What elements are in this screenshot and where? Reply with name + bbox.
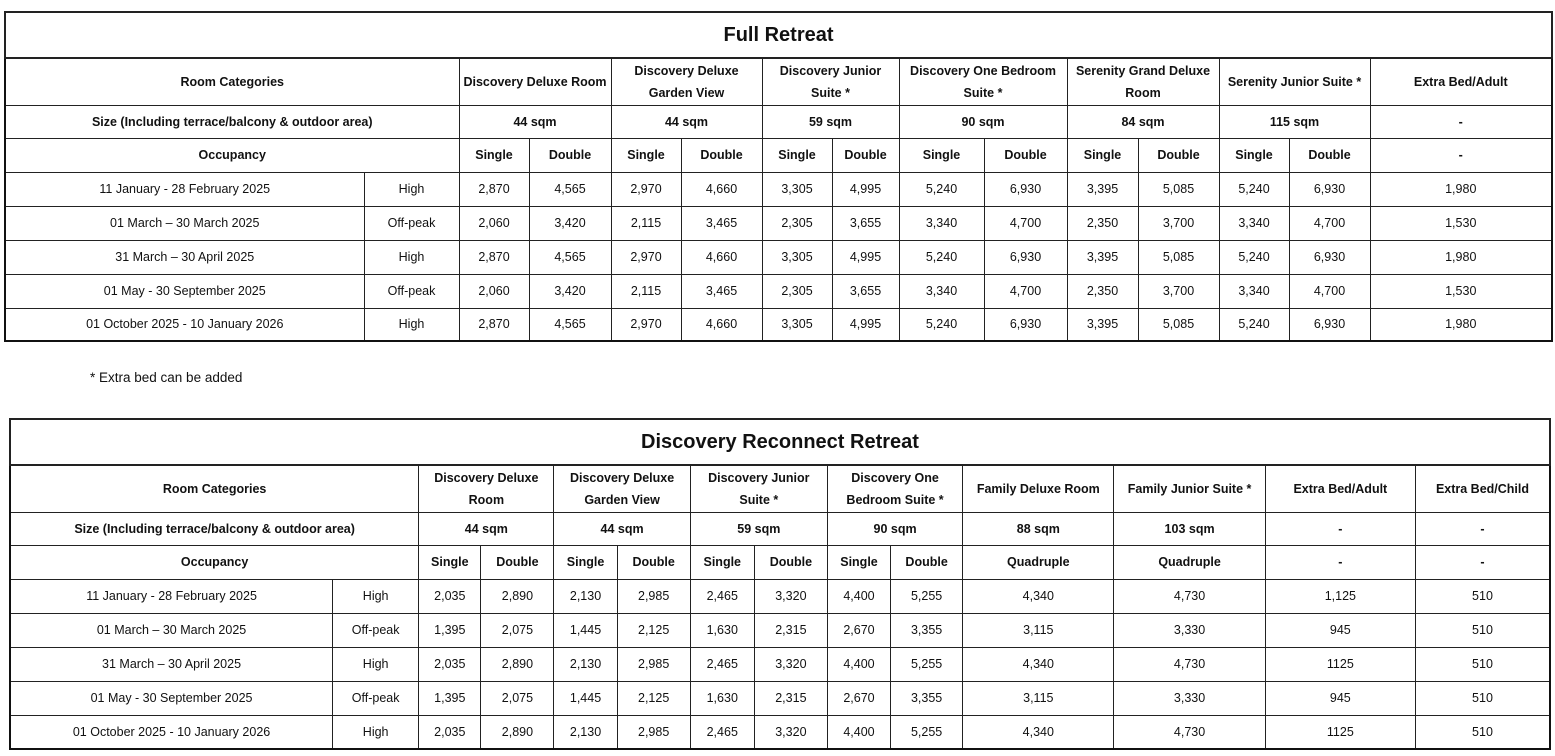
rate-cell: 3,465 (681, 274, 762, 308)
rate-cell: 4,995 (832, 308, 899, 341)
room-size: 59 sqm (690, 512, 827, 545)
period-cell: 31 March – 30 April 2025 (10, 647, 333, 681)
rate-cell: 5,240 (899, 240, 984, 274)
rate-cell: 2,350 (1067, 274, 1138, 308)
occupancy-single-header: Single (899, 138, 984, 172)
rate-cell: 2,305 (762, 274, 832, 308)
season-cell: Off-peak (333, 681, 419, 715)
season-cell: High (333, 579, 419, 613)
season-cell: Off-peak (333, 613, 419, 647)
rate-cell: 2,035 (419, 647, 481, 681)
rate-cell: 1,395 (419, 613, 481, 647)
rate-cell: 3,320 (754, 647, 827, 681)
rate-cell: 3,305 (762, 240, 832, 274)
rate-cell: 6,930 (984, 240, 1067, 274)
room-category-header: Discovery Deluxe Garden View (554, 465, 690, 512)
rate-cell: 3,655 (832, 274, 899, 308)
rate-cell: 2,870 (459, 172, 529, 206)
occupancy-single-header: Single (1219, 138, 1289, 172)
room-category-header: Discovery Junior Suite * (690, 465, 827, 512)
extra-bed-rate-cell: 1125 (1265, 715, 1415, 749)
rate-cell: 2,125 (617, 613, 690, 647)
rate-cell: 6,930 (1289, 308, 1370, 341)
extra-bed-rate-cell: 945 (1265, 613, 1415, 647)
rate-cell: 2,130 (554, 579, 617, 613)
room-size: 59 sqm (762, 105, 899, 138)
occupancy-single-header: Single (611, 138, 681, 172)
rate-cell: 5,240 (1219, 308, 1289, 341)
rate-cell: 2,315 (754, 681, 827, 715)
table-row (10, 681, 1550, 715)
table-row (10, 647, 1550, 681)
rate-cell: 2,465 (690, 579, 754, 613)
period-cell: 11 January - 28 February 2025 (10, 579, 333, 613)
occupancy-single-header: Single (459, 138, 529, 172)
rate-cell: 4,700 (984, 274, 1067, 308)
rate-cell: 3,305 (762, 308, 832, 341)
rate-cell: 1,630 (690, 613, 754, 647)
rate-cell: 2,970 (611, 172, 681, 206)
rate-cell: 3,340 (899, 274, 984, 308)
extra-bed-size: - (1370, 105, 1552, 138)
extra-bed-size: - (1265, 512, 1415, 545)
rate-cell: 5,085 (1138, 172, 1219, 206)
rate-cell: 2,115 (611, 206, 681, 240)
rate-cell: 3,320 (754, 579, 827, 613)
rate-cell: 2,035 (419, 715, 481, 749)
room-size: 44 sqm (419, 512, 554, 545)
occupancy-single-header: Single (554, 545, 617, 579)
period-cell: 31 March – 30 April 2025 (5, 240, 364, 274)
rate-cell: 2,985 (617, 579, 690, 613)
table-row (5, 172, 1552, 206)
rate-cell: 1,445 (554, 681, 617, 715)
rate-cell: 6,930 (984, 172, 1067, 206)
extra-bed-rate-cell: 1,530 (1370, 274, 1552, 308)
occupancy-single-header: Single (827, 545, 890, 579)
rate-cell: 2,075 (481, 681, 554, 715)
rate-cell: 4,565 (529, 172, 611, 206)
rate-cell: 5,240 (1219, 172, 1289, 206)
room-categories-label: Room Categories (5, 58, 459, 105)
table-title: Discovery Reconnect Retreat (10, 419, 1550, 465)
extra-bed-header: Extra Bed/Child (1415, 465, 1550, 512)
rate-cell: 2,130 (554, 715, 617, 749)
room-category-header: Discovery Deluxe Garden View (611, 58, 762, 105)
rate-cell: 4,995 (832, 240, 899, 274)
season-cell: Off-peak (364, 274, 459, 308)
footnote: * Extra bed can be added (90, 370, 243, 385)
family-room-header: Family Deluxe Room (963, 465, 1114, 512)
room-category-header: Discovery Deluxe Room (459, 58, 611, 105)
rate-cell: 5,255 (891, 715, 963, 749)
rate-cell: 3,340 (1219, 274, 1289, 308)
rate-cell: 6,930 (984, 308, 1067, 341)
season-cell: High (364, 240, 459, 274)
rate-cell: 2,970 (611, 308, 681, 341)
rate-cell: 2,305 (762, 206, 832, 240)
room-size: 84 sqm (1067, 105, 1219, 138)
extra-bed-rate-cell: 510 (1415, 613, 1550, 647)
season-cell: High (333, 715, 419, 749)
extra-bed-rate-cell: 510 (1415, 681, 1550, 715)
room-category-header: Discovery Junior Suite * (762, 58, 899, 105)
extra-bed-header: Extra Bed/Adult (1265, 465, 1415, 512)
extra-bed-rate-cell: 945 (1265, 681, 1415, 715)
rate-cell: 3,340 (1219, 206, 1289, 240)
extra-bed-rate-cell: 510 (1415, 579, 1550, 613)
rate-cell: 1,445 (554, 613, 617, 647)
rate-cell: 5,255 (891, 647, 963, 681)
rate-cell: 3,465 (681, 206, 762, 240)
extra-bed-occupancy: - (1265, 545, 1415, 579)
room-category-header: Discovery Deluxe Room (419, 465, 554, 512)
family-room-size: 88 sqm (963, 512, 1114, 545)
rate-cell: 3,700 (1138, 206, 1219, 240)
family-rate-cell: 3,330 (1114, 613, 1265, 647)
rate-cell: 3,355 (891, 681, 963, 715)
rate-cell: 2,870 (459, 240, 529, 274)
reconnect-retreat-table (9, 418, 1551, 750)
family-rate-cell: 4,730 (1114, 579, 1265, 613)
occupancy-single-header: Single (1067, 138, 1138, 172)
room-size: 90 sqm (827, 512, 962, 545)
room-category-header: Serenity Junior Suite * (1219, 58, 1370, 105)
occupancy-double-header: Double (1138, 138, 1219, 172)
period-cell: 01 May - 30 September 2025 (10, 681, 333, 715)
occupancy-double-header: Double (754, 545, 827, 579)
rate-cell: 3,420 (529, 274, 611, 308)
family-rate-cell: 4,730 (1114, 715, 1265, 749)
rate-cell: 3,655 (832, 206, 899, 240)
rate-cell: 5,085 (1138, 240, 1219, 274)
occupancy-double-header: Double (529, 138, 611, 172)
rate-cell: 3,395 (1067, 240, 1138, 274)
rate-cell: 2,075 (481, 613, 554, 647)
rate-cell: 3,355 (891, 613, 963, 647)
rate-cell: 4,660 (681, 240, 762, 274)
rate-cell: 4,995 (832, 172, 899, 206)
rate-cell: 2,985 (617, 647, 690, 681)
family-room-header: Family Junior Suite * (1114, 465, 1265, 512)
rate-cell: 2,670 (827, 613, 890, 647)
extra-bed-rate-cell: 1,980 (1370, 240, 1552, 274)
extra-bed-rate-cell: 1125 (1265, 647, 1415, 681)
rate-cell: 2,125 (617, 681, 690, 715)
rate-cell: 4,565 (529, 240, 611, 274)
rate-cell: 2,670 (827, 681, 890, 715)
period-cell: 01 October 2025 - 10 January 2026 (5, 308, 364, 341)
rate-cell: 6,930 (1289, 240, 1370, 274)
rate-cell: 6,930 (1289, 172, 1370, 206)
family-rate-cell: 3,330 (1114, 681, 1265, 715)
occupancy-single-header: Single (419, 545, 481, 579)
extra-bed-occupancy: - (1415, 545, 1550, 579)
period-cell: 01 March – 30 March 2025 (5, 206, 364, 240)
room-category-header: Discovery One Bedroom Suite * (827, 465, 962, 512)
occupancy-label: Occupancy (5, 138, 459, 172)
rate-cell: 5,240 (1219, 240, 1289, 274)
table-row (5, 308, 1552, 341)
period-cell: 11 January - 28 February 2025 (5, 172, 364, 206)
rate-cell: 3,395 (1067, 308, 1138, 341)
extra-bed-rate-cell: 510 (1415, 715, 1550, 749)
rate-cell: 5,240 (899, 172, 984, 206)
rate-cell: 1,630 (690, 681, 754, 715)
season-cell: High (333, 647, 419, 681)
rate-cell: 4,700 (984, 206, 1067, 240)
rate-cell: 3,320 (754, 715, 827, 749)
table-title: Full Retreat (5, 12, 1552, 58)
family-room-occupancy: Quadruple (1114, 545, 1265, 579)
season-cell: High (364, 308, 459, 341)
extra-bed-rate-cell: 1,125 (1265, 579, 1415, 613)
room-size: 90 sqm (899, 105, 1067, 138)
rate-cell: 2,890 (481, 579, 554, 613)
family-rate-cell: 4,730 (1114, 647, 1265, 681)
room-category-header: Discovery One Bedroom Suite * (899, 58, 1067, 105)
rate-cell: 4,660 (681, 308, 762, 341)
rate-cell: 2,060 (459, 274, 529, 308)
rate-cell: 4,700 (1289, 274, 1370, 308)
rate-cell: 2,890 (481, 715, 554, 749)
rate-cell: 3,395 (1067, 172, 1138, 206)
rate-cell: 2,870 (459, 308, 529, 341)
occupancy-single-header: Single (762, 138, 832, 172)
occupancy-double-header: Double (481, 545, 554, 579)
size-label: Size (Including terrace/balcony & outdoor area) (5, 105, 459, 138)
occupancy-double-header: Double (891, 545, 963, 579)
family-rate-cell: 4,340 (963, 647, 1114, 681)
rate-cell: 2,060 (459, 206, 529, 240)
season-cell: High (364, 172, 459, 206)
occupancy-single-header: Single (690, 545, 754, 579)
size-label: Size (Including terrace/balcony & outdoor area) (10, 512, 419, 545)
room-size: 44 sqm (554, 512, 690, 545)
period-cell: 01 March – 30 March 2025 (10, 613, 333, 647)
occupancy-double-header: Double (984, 138, 1067, 172)
rate-cell: 3,340 (899, 206, 984, 240)
rate-cell: 4,400 (827, 647, 890, 681)
table-row (10, 579, 1550, 613)
family-rate-cell: 4,340 (963, 579, 1114, 613)
occupancy-double-header: Double (681, 138, 762, 172)
occupancy-double-header: Double (617, 545, 690, 579)
extra-bed-rate-cell: 510 (1415, 647, 1550, 681)
room-size: 115 sqm (1219, 105, 1370, 138)
extra-bed-adult-header: Extra Bed/Adult (1370, 58, 1552, 105)
season-cell: Off-peak (364, 206, 459, 240)
table-row (5, 240, 1552, 274)
extra-bed-occupancy: - (1370, 138, 1552, 172)
rate-cell: 4,565 (529, 308, 611, 341)
table-row (5, 274, 1552, 308)
table-row (10, 715, 1550, 749)
rate-cell: 2,970 (611, 240, 681, 274)
table-row (10, 613, 1550, 647)
rate-cell: 2,035 (419, 579, 481, 613)
rate-cell: 4,400 (827, 579, 890, 613)
family-rate-cell: 3,115 (963, 613, 1114, 647)
family-room-size: 103 sqm (1114, 512, 1265, 545)
room-size: 44 sqm (459, 105, 611, 138)
family-room-occupancy: Quadruple (963, 545, 1114, 579)
rate-cell: 2,115 (611, 274, 681, 308)
extra-bed-size: - (1415, 512, 1550, 545)
rate-cell: 3,420 (529, 206, 611, 240)
rate-cell: 2,465 (690, 647, 754, 681)
occupancy-double-header: Double (832, 138, 899, 172)
rate-cell: 5,240 (899, 308, 984, 341)
rate-cell: 4,660 (681, 172, 762, 206)
rate-cell: 5,255 (891, 579, 963, 613)
rate-cell: 2,315 (754, 613, 827, 647)
room-category-header: Serenity Grand Deluxe Room (1067, 58, 1219, 105)
extra-bed-rate-cell: 1,530 (1370, 206, 1552, 240)
rate-cell: 2,350 (1067, 206, 1138, 240)
rate-cell: 1,395 (419, 681, 481, 715)
room-size: 44 sqm (611, 105, 762, 138)
extra-bed-rate-cell: 1,980 (1370, 172, 1552, 206)
occupancy-label: Occupancy (10, 545, 419, 579)
family-rate-cell: 4,340 (963, 715, 1114, 749)
rate-cell: 4,700 (1289, 206, 1370, 240)
period-cell: 01 October 2025 - 10 January 2026 (10, 715, 333, 749)
full-retreat-table (4, 11, 1553, 342)
rate-cell: 2,130 (554, 647, 617, 681)
occupancy-double-header: Double (1289, 138, 1370, 172)
rate-cell: 5,085 (1138, 308, 1219, 341)
family-rate-cell: 3,115 (963, 681, 1114, 715)
rate-cell: 2,890 (481, 647, 554, 681)
table-row (5, 206, 1552, 240)
period-cell: 01 May - 30 September 2025 (5, 274, 364, 308)
rate-cell: 3,305 (762, 172, 832, 206)
rate-cell: 2,985 (617, 715, 690, 749)
room-categories-label: Room Categories (10, 465, 419, 512)
extra-bed-rate-cell: 1,980 (1370, 308, 1552, 341)
rate-cell: 4,400 (827, 715, 890, 749)
rate-cell: 3,700 (1138, 274, 1219, 308)
rate-cell: 2,465 (690, 715, 754, 749)
